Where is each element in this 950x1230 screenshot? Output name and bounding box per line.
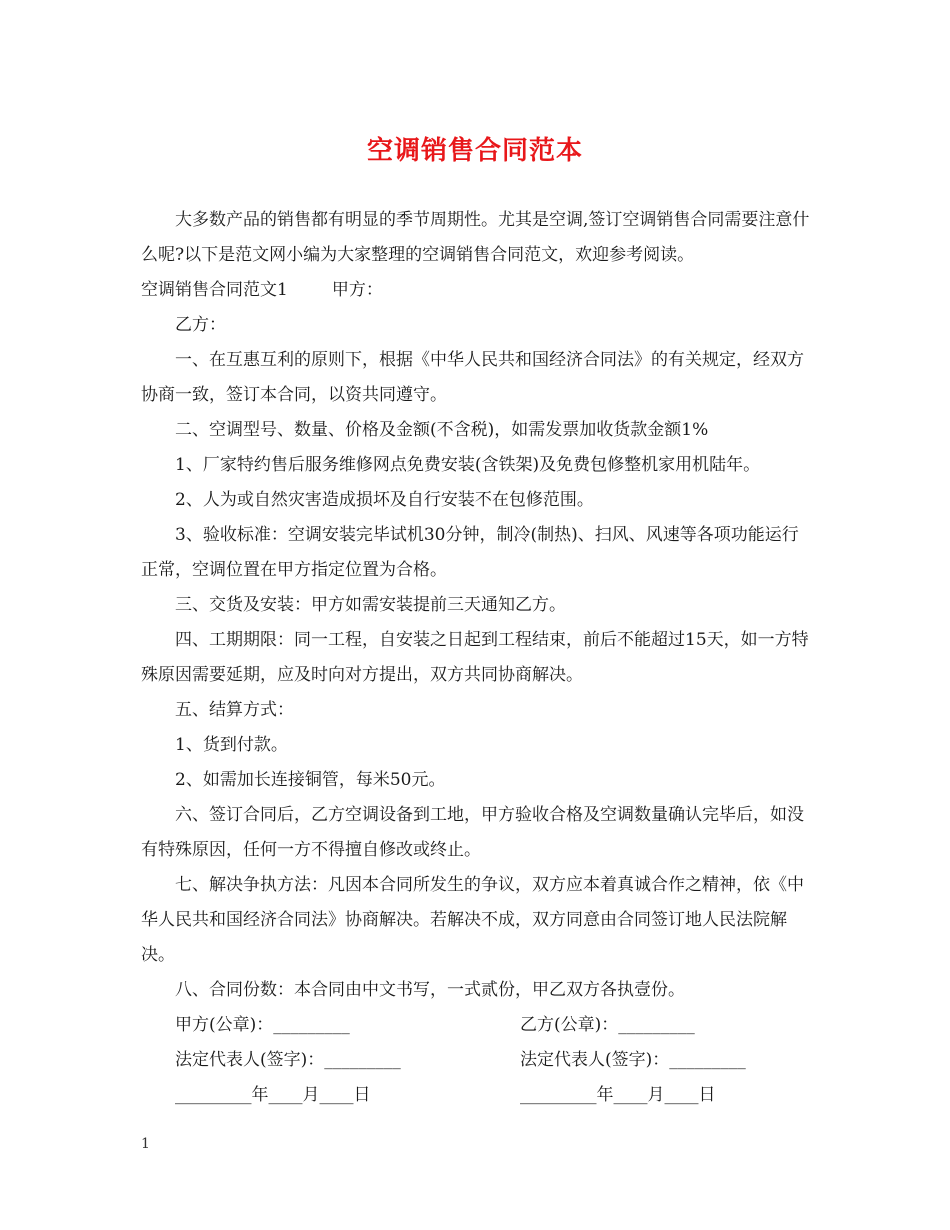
signature-seal-row — [141, 1008, 811, 1043]
clause-2-3: 3、验收标准：空调安装完毕试机30分钟，制冷(制热)、扫风、风速等各项功能运行正常，空调位置在甲方指定位置为合格。 — [141, 525, 799, 580]
intro-paragraph: 大多数产品的销售都有明显的季节周期性。尤其是空调,签订空调销售合同需要注意什么呢?以下是范文网小编为大家整理的空调销售合同范文，欢迎参考阅读。 — [141, 210, 810, 265]
clause-7: 七、解决争执方法：凡因本合同所发生的争议，双方应本着真诚合作之精神，依《中华人民共和国经济合同法》协商解决。若解决不成，双方同意由合同签订地人民法院解决。 — [141, 875, 804, 965]
signature-rep-row — [141, 1043, 811, 1078]
clause-5: 五、结算方式： — [175, 700, 294, 720]
clause-2-1: 1、厂家特约售后服务维修网点免费安装(含铁架)及免费包修整机家用机陆年。 — [175, 455, 761, 475]
clause-1: 一、在互惠互利的原则下，根据《中华人民共和国经济合同法》的有关规定，经双方协商一致，签订本合同，以资共同遵守。 — [141, 350, 804, 405]
party-a-seal: 甲方(公章)：_________ — [175, 1015, 350, 1035]
party-a-date: _________年____月____日 — [175, 1085, 371, 1105]
document-title: 空调销售合同范本 — [366, 136, 583, 166]
party-b-seal: 乙方(公章)：_________ — [520, 1015, 695, 1035]
document-body — [141, 203, 811, 1113]
clause-2: 二、空调型号、数量、价格及金额(不含税)，如需发票加收货款金额1% — [175, 420, 709, 440]
sample-label-line — [141, 273, 811, 308]
clause-8: 八、合同份数：本合同由中文书写，一式贰份，甲乙双方各执壹份。 — [175, 980, 685, 1000]
party-b-date: _________年____月____日 — [520, 1085, 716, 1105]
signature-date-row — [141, 1078, 811, 1113]
page-number: 1 — [141, 1136, 150, 1152]
sample-label: 空调销售合同范文1 — [141, 280, 288, 300]
clause-5-2: 2、如需加长连接铜管，每米50元。 — [175, 770, 446, 790]
clause-6: 六、签订合同后，乙方空调设备到工地，甲方验收合格及空调数量确认完毕后，如没有特殊原因，任何一方不得擅自修改或终止。 — [141, 805, 804, 860]
clause-4: 四、工期期限：同一工程，自安装之日起到工程结束，前后不能超过15天，如一方特殊原因需要延期，应及时向对方提出，双方共同协商解决。 — [141, 630, 809, 685]
clause-5-1: 1、货到付款。 — [175, 735, 288, 755]
party-a-representative: 法定代表人(签字)：_________ — [175, 1050, 401, 1070]
clause-3: 三、交货及安装：甲方如需安装提前三天通知乙方。 — [175, 595, 566, 615]
party-b-representative: 法定代表人(签字)：_________ — [520, 1050, 746, 1070]
party-a-label: 甲方： — [331, 280, 383, 300]
party-b-label: 乙方： — [175, 315, 226, 335]
clause-2-2: 2、人为或自然灾害造成损坏及自行安装不在包修范围。 — [175, 490, 594, 510]
